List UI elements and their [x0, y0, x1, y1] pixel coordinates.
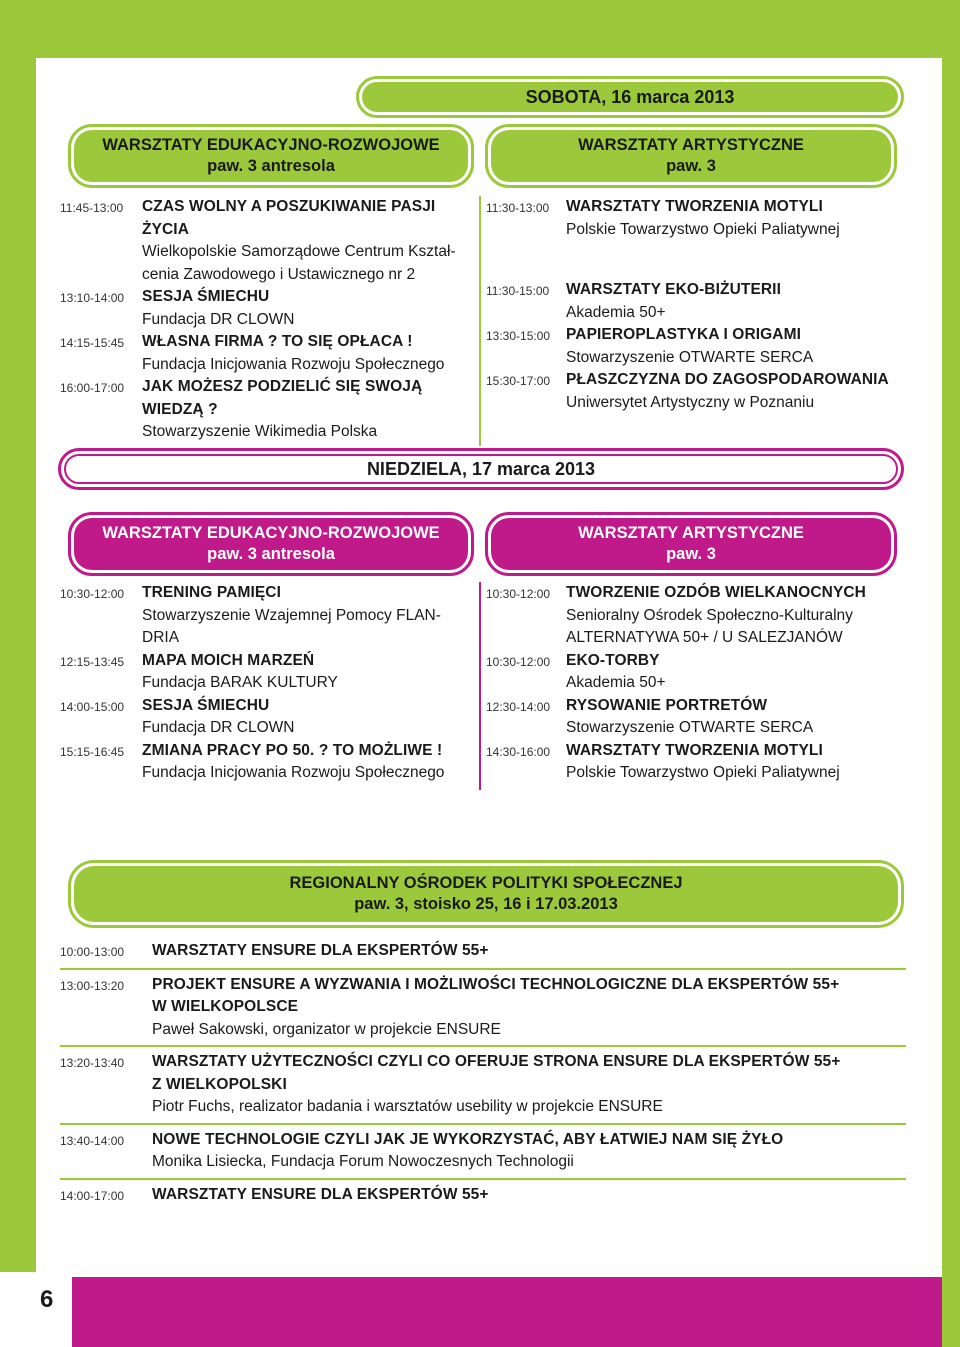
item-organizer: Stowarzyszenie Wikimedia Polska [142, 423, 378, 440]
item-time: 15:15-16:45 [60, 744, 125, 759]
item-text [566, 650, 906, 695]
page-number-box [0, 1272, 72, 1347]
item-time: 15:30-17:00 [486, 374, 551, 388]
item-organizer: Piotr Fuchs, realizator badania i warsztatów usebility w projekcie ENSURE [152, 1098, 663, 1115]
item-text [142, 286, 472, 331]
item-organizer: Polskie Towarzystwo Opieki Paliatywnej [566, 220, 840, 238]
item-time: 12:15-13:45 [60, 654, 125, 669]
page-number: 6 [40, 1286, 54, 1313]
item-text [566, 740, 906, 785]
item-time: 13:30-15:00 [486, 329, 551, 343]
item-text [152, 940, 906, 964]
item-title: ZMIANA PRACY PO 50. ? TO MOŻLIWE ! [142, 741, 443, 759]
bottom-pink-bar [72, 1277, 942, 1347]
item-organizer: Stowarzyszenie OTWARTE SERCA [566, 719, 814, 736]
item-title: WARSZTATY ENSURE DLA EKSPERTÓW 55+ [152, 1185, 489, 1203]
item-separator [60, 1123, 906, 1125]
saturday-right-header [485, 124, 897, 188]
item-organizer: Akademia 50+ [566, 674, 666, 691]
schedule-item [60, 196, 472, 286]
header-line: WARSZTATY ARTYSTYCZNE [578, 136, 804, 154]
schedule-item [60, 974, 906, 1042]
item-time: 11:30-15:00 [486, 284, 550, 298]
item-text [142, 740, 472, 785]
item-title: TRENING PAMIĘCI [142, 584, 281, 601]
item-time: 10:00-13:00 [60, 945, 125, 959]
item-text [566, 196, 906, 241]
header-line: WARSZTATY EDUKACYJNO-ROZWOJOWE [102, 136, 440, 154]
item-time: 12:30-14:00 [486, 699, 551, 714]
item-organizer: Senioralny Ośrodek Społeczno-Kulturalny [566, 606, 853, 624]
schedule-item [486, 279, 906, 324]
schedule-item [60, 1051, 906, 1119]
item-title: SESJA ŚMIECHU [142, 696, 270, 714]
item-time: 13:10-14:00 [60, 291, 125, 305]
schedule-item [486, 740, 906, 785]
item-title: WARSZTATY UŻYTECZNOŚCI CZYLI CO OFERUJE STRONA ENSURE DLA EKSPERTÓW 55+ [152, 1053, 841, 1070]
item-title: Z WIELKOPOLSKI [152, 1075, 287, 1093]
item-text [152, 1051, 906, 1119]
schedule-item [486, 650, 906, 695]
item-title: WŁASNA FIRMA ? TO SIĘ OPŁACA ! [142, 333, 413, 350]
schedule-item [60, 331, 472, 376]
item-organizer: Stowarzyszenie OTWARTE SERCA [566, 348, 814, 366]
item-organizer: DRIA [142, 629, 180, 646]
item-separator [60, 968, 906, 970]
item-title: EKO-TORBY [566, 651, 660, 669]
item-organizer: Akademia 50+ [566, 303, 666, 321]
item-text [142, 695, 472, 740]
item-time: 10:30-12:00 [60, 587, 125, 601]
saturday-day-banner [356, 76, 904, 118]
header-line: paw. 3 [666, 157, 716, 175]
item-organizer: Fundacja DR CLOWN [142, 310, 295, 328]
item-organizer: Paweł Sakowski, organizator w projekcie ENSURE [152, 1020, 501, 1038]
item-text [152, 1184, 906, 1208]
schedule-item [60, 940, 906, 964]
item-organizer: Polskie Towarzystwo Opieki Paliatywnej [566, 764, 840, 781]
item-time: 11:30-13:00 [486, 201, 550, 215]
sunday-left-list [60, 582, 472, 785]
sunday-column-divider [479, 582, 481, 790]
item-organizer: Fundacja Inicjowania Rozwoju Społecznego [142, 355, 445, 373]
header-line: paw. 3, stoisko 25, 16 i 17.03.2013 [354, 895, 618, 913]
rops-header [68, 860, 904, 928]
item-time: 11:45-13:00 [60, 201, 124, 215]
item-text [566, 695, 906, 740]
item-separator [60, 1178, 906, 1180]
item-text [152, 974, 906, 1042]
item-title: ŻYCIA [142, 220, 189, 238]
item-time: 13:00-13:20 [60, 978, 125, 993]
item-text [142, 650, 472, 695]
item-organizer: Stowarzyszenie Wzajemnej Pomocy FLAN- [142, 606, 441, 624]
header-line: WARSZTATY ARTYSTYCZNE [578, 524, 804, 542]
saturday-right-list [486, 196, 906, 414]
top-green-border [0, 0, 960, 58]
item-organizer: Monika Lisiecka, Fundacja Forum Nowoczesnych Technologii [152, 1153, 574, 1170]
rops-list [60, 940, 906, 1207]
sunday-right-header [485, 512, 897, 576]
item-time: 16:00-17:00 [60, 381, 125, 395]
item-text [142, 331, 472, 376]
item-organizer: Fundacja DR CLOWN [142, 719, 295, 736]
item-text [142, 376, 472, 444]
item-time: 14:15-15:45 [60, 336, 125, 350]
saturday-left-header [68, 124, 474, 188]
item-title: PAPIEROPLASTYKA I ORIGAMI [566, 326, 802, 343]
header-line: WARSZTATY EDUKACYJNO-ROZWOJOWE [102, 524, 440, 542]
schedule-item [60, 650, 472, 695]
schedule-item [60, 286, 472, 331]
item-text [566, 369, 906, 414]
sunday-right-list [486, 582, 906, 785]
item-time: 13:20-13:40 [60, 1056, 125, 1070]
item-organizer: cenia Zawodowego i Ustawicznego nr 2 [142, 265, 416, 283]
item-time: 14:00-17:00 [60, 1188, 125, 1203]
item-title: WARSZTATY TWORZENIA MOTYLI [566, 741, 823, 759]
schedule-item [60, 1184, 906, 1208]
item-time: 10:30-12:00 [486, 587, 551, 601]
schedule-item [60, 1129, 906, 1174]
item-separator [60, 1045, 906, 1047]
sunday-day-banner [58, 448, 904, 490]
header-line: paw. 3 antresola [207, 545, 335, 563]
saturday-title: SOBOTA, 16 marca 2013 [525, 86, 735, 107]
item-title: JAK MOŻESZ PODZIELIĆ SIĘ SWOJĄ [142, 378, 423, 395]
item-title: SESJA ŚMIECHU [142, 288, 270, 305]
item-title: PŁASZCZYZNA DO ZAGOSPODAROWANIA [566, 371, 889, 388]
item-organizer: ALTERNATYWA 50+ / U SALEZJANÓW [566, 629, 843, 646]
item-time: 14:00-15:00 [60, 699, 125, 714]
item-organizer: Uniwersytet Artystyczny w Poznaniu [566, 393, 815, 411]
item-organizer: Wielkopolskie Samorządowe Centrum Kształ- [142, 243, 456, 260]
item-title: NOWE TECHNOLOGIE CZYLI JAK JE WYKORZYSTAĆ, ABY ŁATWIEJ NAM SIĘ ŻYŁO [152, 1130, 784, 1148]
saturday-column-divider [479, 196, 481, 446]
saturday-left-list [60, 196, 472, 444]
item-text [566, 324, 906, 369]
header-line: paw. 3 [666, 545, 716, 563]
sunday-left-header [68, 512, 474, 576]
schedule-item [486, 196, 906, 241]
header-line: REGIONALNY OŚRODEK POLITYKI SPOŁECZNEJ [289, 874, 683, 892]
item-title: W WIELKOPOLSCE [152, 998, 299, 1015]
item-title: CZAS WOLNY A POSZUKIWANIE PASJI [142, 198, 436, 215]
item-time: 10:30-12:00 [486, 654, 551, 669]
item-organizer: Fundacja BARAK KULTURY [142, 674, 338, 691]
item-title: MAPA MOICH MARZEŃ [142, 651, 315, 669]
item-time: 14:30-16:00 [486, 744, 551, 759]
item-text [142, 582, 472, 650]
right-green-border [942, 0, 960, 1347]
schedule-item [486, 695, 906, 740]
item-title: RYSOWANIE PORTRETÓW [566, 696, 768, 714]
item-text [142, 196, 472, 286]
schedule-item [60, 582, 472, 650]
item-title: PROJEKT ENSURE A WYZWANIA I MOŻLIWOŚCI TECHNOLOGICZNE DLA EKSPERTÓW 55+ [152, 975, 840, 993]
header-line: paw. 3 antresola [207, 157, 335, 175]
item-title: WARSZTATY ENSURE DLA EKSPERTÓW 55+ [152, 942, 489, 959]
schedule-item [60, 695, 472, 740]
sunday-title: NIEDZIELA, 17 marca 2013 [366, 458, 596, 479]
item-title: WIEDZĄ ? [142, 400, 218, 418]
item-title: WARSZTATY TWORZENIA MOTYLI [566, 198, 823, 215]
item-text [566, 279, 906, 324]
item-organizer: Fundacja Inicjowania Rozwoju Społecznego [142, 764, 445, 781]
left-green-border [0, 0, 36, 1347]
schedule-item [60, 740, 472, 785]
item-title: WARSZTATY EKO-BIŻUTERII [566, 281, 781, 298]
item-title: TWORZENIE OZDÓB WIELKANOCNYCH [566, 584, 866, 601]
schedule-item [486, 369, 906, 414]
item-text [566, 582, 906, 650]
schedule-item [60, 376, 472, 444]
schedule-item [486, 324, 906, 369]
schedule-item [486, 582, 906, 650]
item-time: 13:40-14:00 [60, 1133, 125, 1148]
item-text [152, 1129, 906, 1174]
